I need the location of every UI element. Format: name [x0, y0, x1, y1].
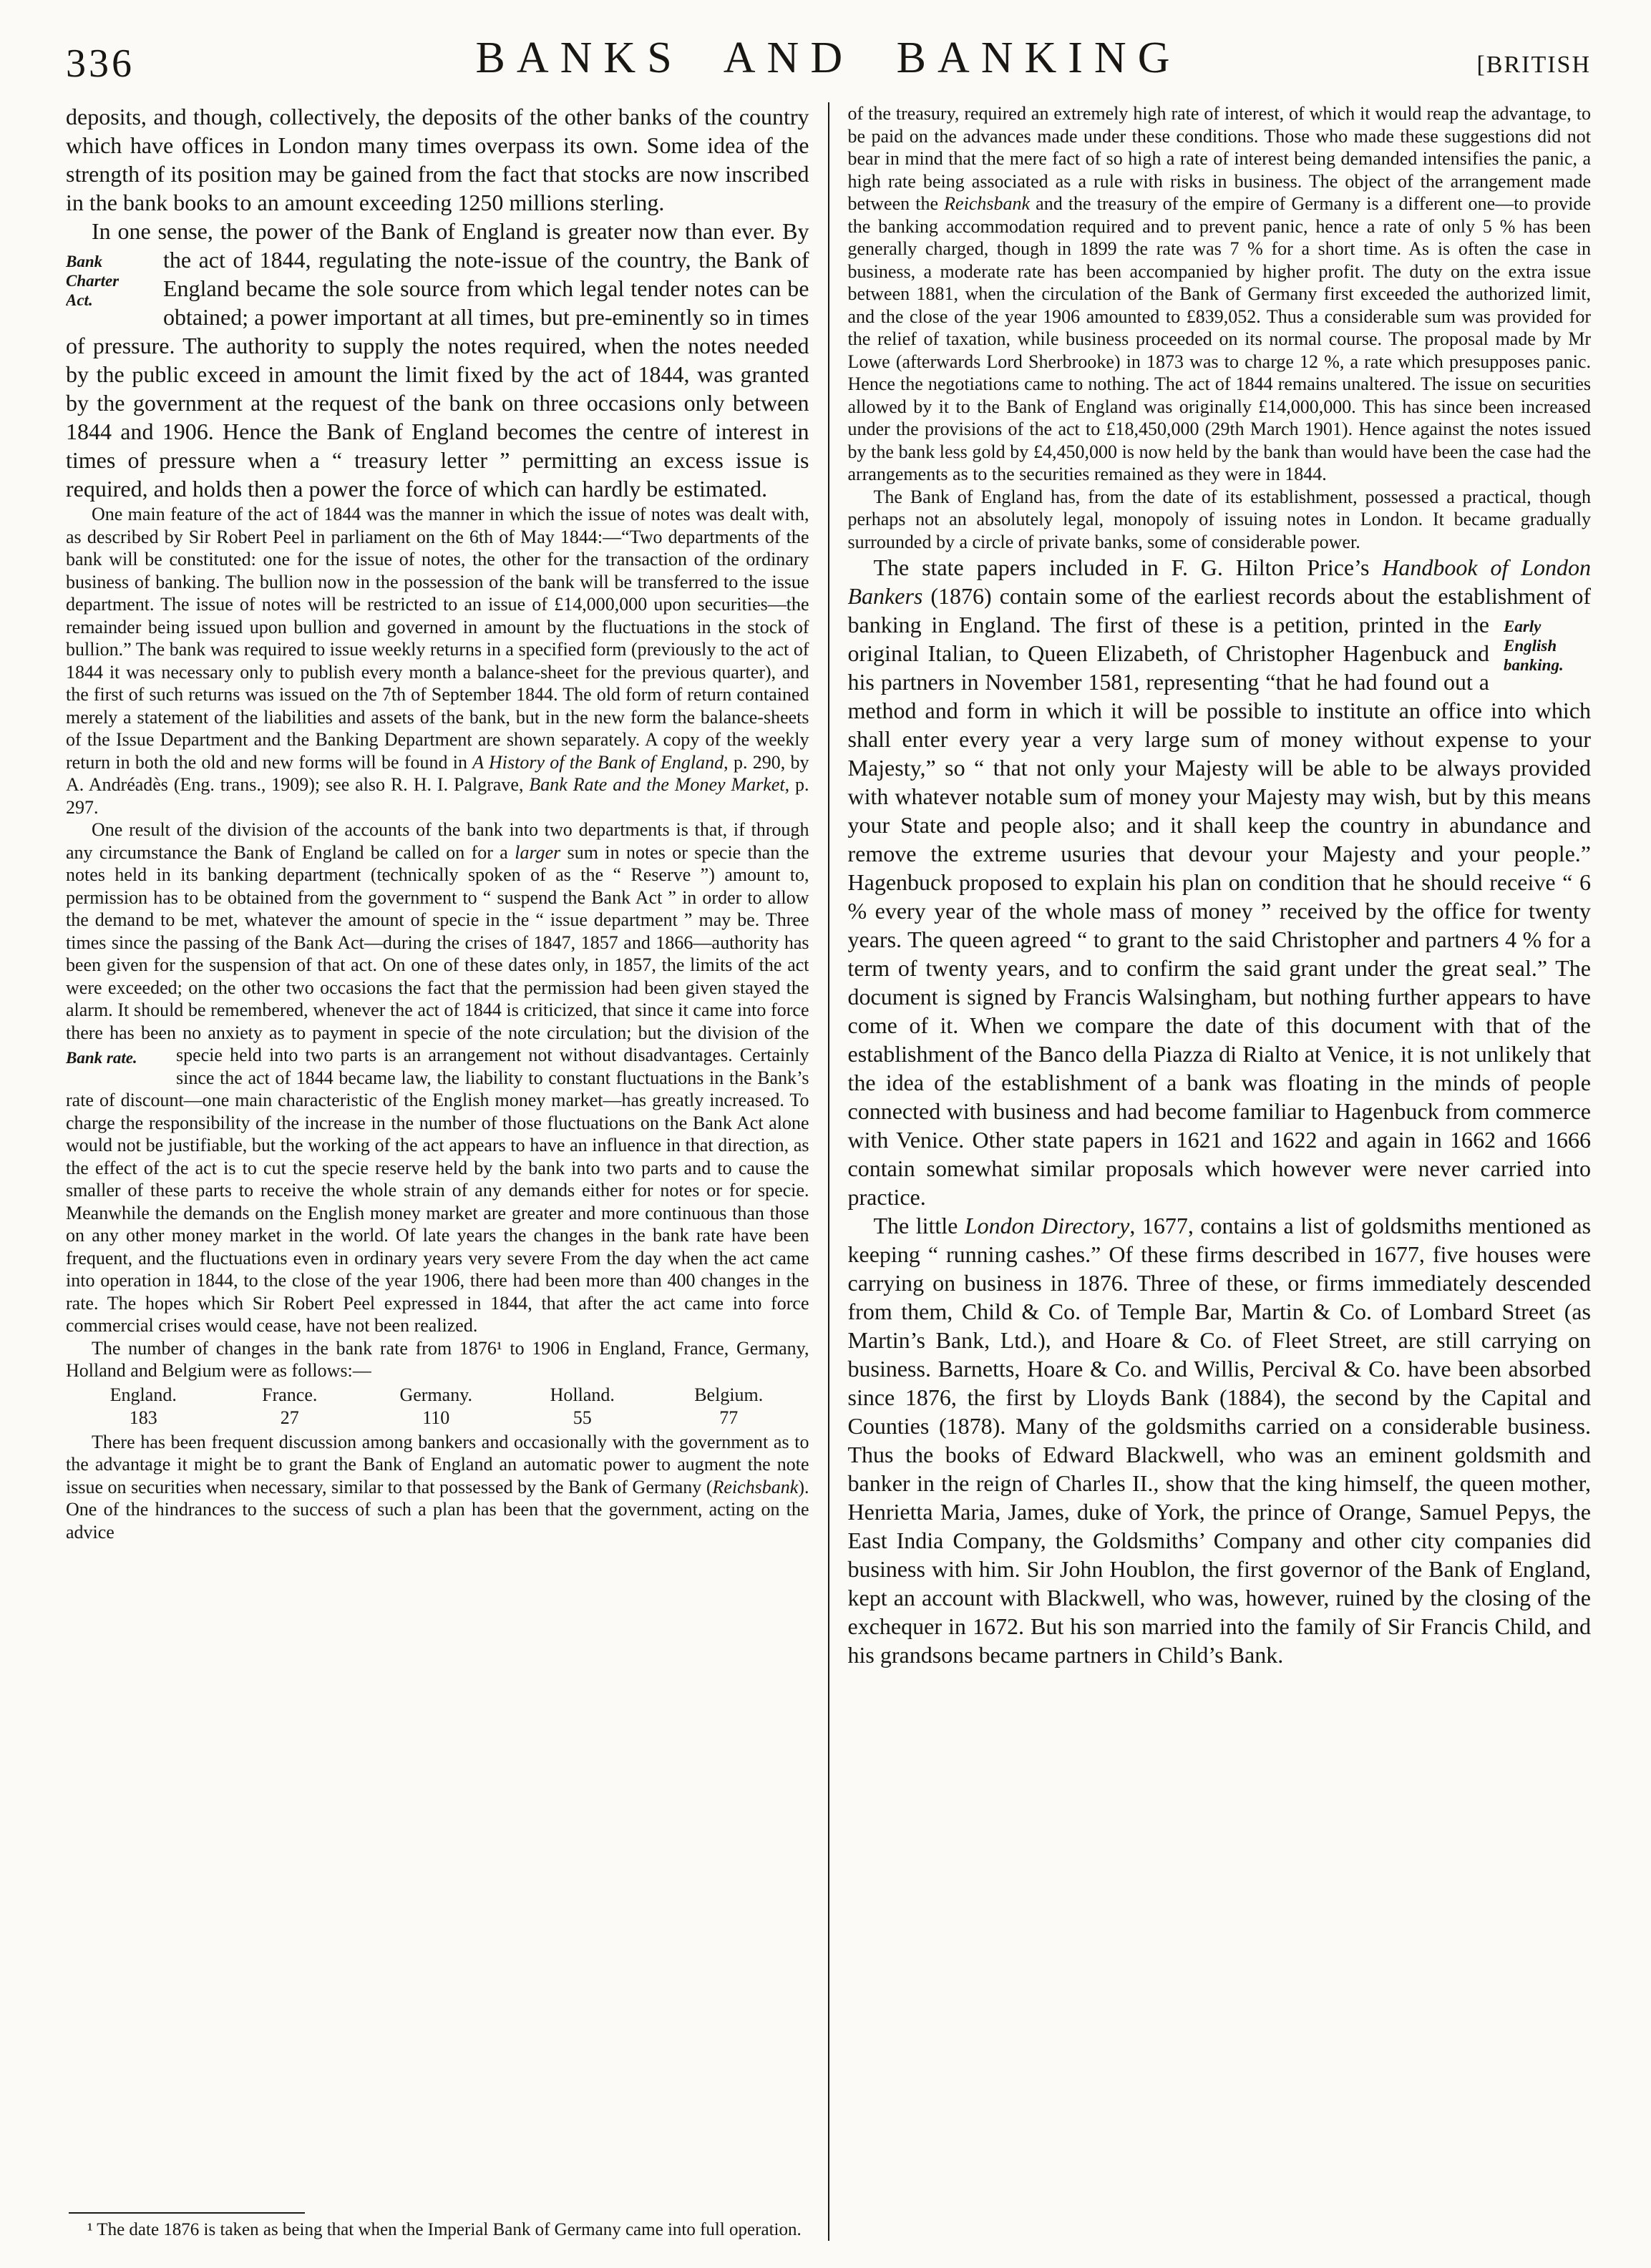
table-value-cell: 77 [719, 1407, 739, 1428]
table-header-cell: France. [262, 1384, 318, 1405]
italic-text: Reichsbank [944, 193, 1031, 214]
italic-text: London Directory [964, 1213, 1130, 1238]
text-run: The state papers included in F. G. Hilton Price’s [873, 554, 1383, 580]
paragraph-text: first of these is a petition, printed in the original Italian, to Queen Elizabeth, of Christopher Hagenbuck and his partners in November 1581, representing “that he had found out a method and form in which it will be possible to institute an office into which shall enter every year a very large sum of money without expense to your Majesty,” so “ that not only your Majesty will be able to be always provided with whatever notable sum of money your Majesty may wish, but by this means your State and people also; and it shall keep the country in abundance and remove the extreme usuries that devour your Majesty and your people.” Hagenbuck proposed to explain his plan on condition that he should receive “ 6 % every year of the whole mass of money ” received by the office for twenty years. The queen agreed “ to grant to the said Christopher and partners 4 % for a term of twenty years, and to confirm the said grant under the great seal.” The document is signed by Francis Walsingham, but nothing further appears to have come of it. When we compare the date of this document with that of the establishment of the Banco della Piazza di Rialto at Venice, it is not unlikely that the idea of the establishment of a bank was floating in the minds of people connected with business and had become familiar to Hagenbuck from commerce with Venice. Other state papers in 1621 and 1622 and again in 1662 and 1666 contain somewhat similar proposals which however were never carried into practice. [847, 612, 1591, 1210]
text-run: One result of the division of the accounts of the bank into two departments is that, if through any circumstance the Bank of England be called on for a [66, 819, 809, 863]
paragraph-london-directory [848, 1211, 1592, 1669]
table-value-cell: 183 [129, 1407, 157, 1428]
margin-note-early-english-banking: Early English banking. [1504, 617, 1564, 674]
italic-text: larger [515, 841, 561, 863]
paragraph-two-departments [66, 818, 809, 1337]
right-column [829, 102, 1592, 2241]
text-run: (1876) contain some of the earliest records about the establishment of banking in England. The [847, 583, 1591, 637]
page-number: 336 [66, 41, 135, 86]
paragraph-text: the country, the Bank of England became the sole source from which legal tender notes can be obtained; a power important at all times, but pre-eminently so in times of pressure. The authority to supply the notes required, when the notes needed by the public exceed in amount the limit fixed by the act of 1844, was granted by the government at the request of the bank on three occasions only between 1844 and 1906. Hence the Bank of England becomes the centre of interest in times of pressure when a “ treasury letter ” permitting an excess issue is required, and holds then a power the force of which can hardly be estimated. [66, 247, 809, 502]
text-run: and the treasury of the empire of Germany is a different one—to provide the banking accommodation required and to prevent panic, hence a rate of only 5 % has been generally charged, though in 1899 the rate was 7 % for a short time. As is often the case in business, a moderate rate has been accompanied by higher profit. The duty on the extra issue between 1881, when the circulation of the Bank of Germany first exceeded the authorized limit, and the close of the year 1906 amounted to £839,052. Thus a considerable sum was provided for the relief of taxation, while business proceeded on its normal course. The proposal made by Mr Lowe (afterwards Lord Sherbrooke) in 1873 was to charge 12 %, a rate which presupposes panic. Hence the negotiations came to nothing. The act of 1844 remains unaltered. The issue on securities allowed by it to the Bank of England was originally £14,000,000. This has since been increased under the provisions of the act to £18,450,000 (29th March 1901). Hence against the notes issued by the bank less gold by £4,450,000 is now held by the bank than would have been the case had the arrangements as to the securities remained as they were in 1844. [847, 193, 1591, 484]
text-run: The little [873, 1213, 965, 1238]
paragraph-deposits: deposits, and though, collectively, the deposits of the other banks of the country which have offices in London many times overpass its own. Some idea of the strength of its position may be gained from the fact that stocks are now inscribed in the bank books to an amount exceeding 1250 millions sterling. [66, 104, 809, 215]
paragraph-state-papers [848, 553, 1592, 1211]
paragraph-automatic-power [66, 1431, 809, 1544]
italic-text: Handbook of London Bankers [847, 554, 1591, 609]
table-header-cell: Germany. [399, 1384, 473, 1405]
paragraph-monopoly-notes: The Bank of England has, from the date of its establishment, possessed a practical, though perhaps not an absolutely legal, monopoly of issuing notes in London. It became gradually surrounded by a circle of private banks, some of considerable power. [847, 486, 1591, 552]
text-run: , p. 297. [66, 774, 809, 818]
bank-rate-changes-table [66, 1382, 809, 1431]
page-title: BANKS AND BANKING [475, 34, 1182, 82]
footnote-text: ¹ The date 1876 is taken as being that when the Imperial Bank of Germany came into full operation. [87, 2220, 802, 2239]
table-value-cell: 27 [280, 1407, 299, 1428]
text-run: There has been frequent discussion among bankers and occasionally with the government as to the advantage it might be to grant the Bank of England an automatic power to augment the note issue on securities when necessary, similar to that possessed by the Bank of Germany ( [66, 1431, 809, 1497]
table-values-row [70, 1407, 802, 1429]
table-value-cell: 110 [422, 1407, 450, 1428]
text-run: sum in notes or specie than the notes held in its banking department (technically spoken of as the “ Reserve ”) amount to, permission has to be obtained from the government to “ suspend the Bank Act ” in order to allow the demand to be met, whatever the amount of specie in the “ issue department ” may be. Three times since the passing of the Bank Act—during the crises of 1847, 1857 and 1866—authority has been given for the suspension of that act. On one of these dates only, in 1857, the limits of the act were exceeded; on the other two occasions the fact that the permission had been given stayed the alarm. It should be remembered, whenever the act of 1844 is criticized, that since it came into force there has been no anxiety as to payment in specie of the note circulation; but the division [66, 841, 809, 1043]
paragraph-bank-charter [66, 217, 809, 503]
footnote [66, 2205, 809, 2241]
margin-note-bank-rate: Bank rate. [66, 1049, 137, 1067]
table-header-cell: Holland. [550, 1384, 615, 1405]
paragraph-text [66, 1022, 809, 1336]
table-header-cell: England. [109, 1384, 177, 1405]
italic-text: A History of the Bank of England [472, 751, 724, 773]
table-header-row [70, 1384, 802, 1407]
text-run: of the treasury, required an extremely high rate of interest, of which it would reap the advantage, to be paid on the advances made under these conditions. Those who made these suggestions did not bear in mind that the mere fact of so high a rate of interest being demanded intensifies the panic, a high rate being associated as a rule with risks in business. The object of the arrangement made between the [847, 103, 1591, 214]
paragraph-rate-changes-intro: The number of changes in the bank rate from 1876¹ to 1906 in England, France, Germany, Holland and Belgium were as follows:— [66, 1337, 809, 1381]
paragraph-treasury-rate [848, 102, 1592, 486]
left-column [66, 102, 828, 2241]
text-run: of the specie held into two parts is an arrangement not without disadvantages. Certainly since the act of 1844 became law, the liability to constant fluctuations in the Bank’s rate of discount—one main characteristic of the English money market—has greatly increased. To charge the responsibility of the increase in the number of those fluctuations on the Bank Act alone would not be justifiable, but the working of the act appears to have an influence in that direction, as the effect of the act is to cut the specie reserve held by the bank into two parts and to cause the smaller of these parts to receive the whole strain of any demands either for notes or for specie. Meanwhile the demands on the English money market are greater and more continuous than those on any other money market in the world. Of late years the changes in the bank rate have been frequent, and the fluctuations even in ordinary years very severe From the day when the act came into operation in 1844, to the close of the year 1906, there had been more than 400 changes in the rate. The hopes which Sir Robert Peel expressed in 1844, that after the act came into force commercial crises would cease, have not been realized. [66, 1022, 809, 1336]
margin-note-bank-charter-act: Bank Charter Act. [66, 253, 120, 309]
text-run: , p. 290, by A. Andréadès (Eng. trans., 1909); see also R. H. I. Palgrave, [66, 751, 809, 795]
italic-text: Reichsbank [712, 1476, 799, 1497]
italic-text: Bank Rate and the Money Market [529, 774, 785, 795]
table-value-cell: 55 [573, 1407, 592, 1428]
footnote-rule [69, 2212, 305, 2214]
page-header [66, 33, 1591, 84]
text-run: ). One of the hindrances to the success of such a plan has been that the government, acting on the advice [66, 1476, 809, 1543]
paragraph-text: In one sense, the power of the Bank of England is greater now than ever. By the act of 1844, regulating the note-issue of [92, 218, 809, 273]
table-header-cell: Belgium. [694, 1384, 764, 1405]
text-columns [66, 102, 1591, 2241]
text-run: , 1677, contains a list of goldsmiths mentioned as keeping “ running cashes.” Of these firms described in 1677, five houses were carrying on business in 1876. Three of these, or firms immediately descended from them, Child & Co. of Temple Bar, Martin & Co. of Lombard Street (as Martin’s Bank, Ltd.), and Hoare & Co. of Fleet Street, are still carrying on business. Barnetts, Hoare & Co. and Willis, Percival & Co. have been absorbed since 1876, the first by Lloyds Bank (1884), the second by the Capital and Counties (1878). Many of the goldsmiths carried on a considerable business. Thus the books of Edward Blackwell, who was an eminent goldsmith and banker in the reign of Charles II., show that the king himself, the queen mother, Henrietta Maria, James, duke of York, the prince of Orange, Samuel Pepys, the East India Company, the Goldsmiths’ Company and other city companies did business with him. Sir John Houblon, the first governor of the Bank of England, kept an account with Blackwell, who was, however, ruined by the closing of the exchequer in 1672. But his son married into the family of Sir Francis Child, and his grandsons became partners in Child’s Bank. [847, 1213, 1591, 1668]
paragraph-text [66, 819, 809, 1043]
running-header-right: [BRITISH [1476, 52, 1591, 78]
paragraph-act-1844-feature [66, 503, 809, 818]
text-run: One main feature of the act of 1844 was the manner in which the issue of notes was dealt with, as described by Sir Robert Peel in parliament on the 6th of May 1844:—“Two departments of the bank will be constituted: one for the issue of notes, the other for the transaction of the ordinary business of banking. The bullion now in the possession of the bank will be transferred to the issue department. The issue of notes will be restricted to an issue of £14,000,000 upon securities—the remainder being issued upon bullion and governed in amount by the fluctuations in the stock of bullion.” The bank was required to issue weekly returns in a specified form (previously to the act of 1844 it was necessary only to publish every month a balance-sheet for the previous quarter), and the first of such returns was issued on the 7th of September 1844. The old form of return contained merely a statement of the liabilities and assets of the bank, but in the new form the balance-sheets of the Issue Department and the Banking Department are shown separately. A copy of the weekly return in both the old and new forms will be found in [66, 504, 809, 773]
